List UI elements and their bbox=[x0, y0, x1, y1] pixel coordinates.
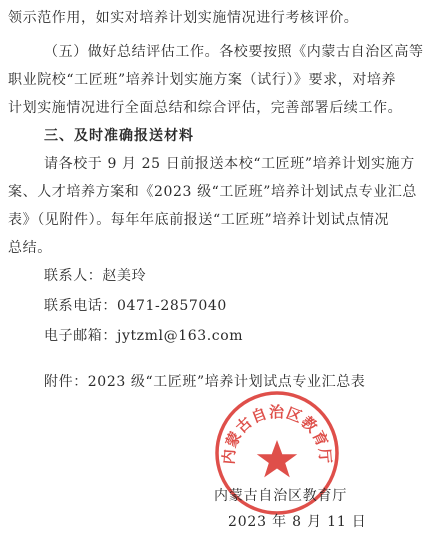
paragraph-line: 表》（见附件）。每年年底前报送“工匠班”培养计划试点情况 bbox=[8, 212, 390, 228]
paragraph-line: 职业院校“工匠班”培养计划实施方案（试行）》要求，对培养 bbox=[8, 72, 397, 88]
paragraph-line: 领示范作用，如实对培养计划实施情况进行考核评价。 bbox=[8, 10, 359, 26]
contact-person-label: 联系人： bbox=[44, 268, 103, 284]
svg-text:内蒙古自治区教育厅: 内蒙古自治区教育厅 bbox=[219, 403, 335, 465]
contact-phone-label: 联系电话： bbox=[44, 298, 117, 314]
contact-email-address[interactable]: jytzml@163.com bbox=[117, 328, 244, 344]
contact-person-name: 赵美玲 bbox=[102, 268, 147, 284]
paragraph-line: 计划实施情况进行全面总结和综合评估，完善部署后续工作。 bbox=[8, 100, 403, 116]
section-heading: 三、及时准确报送材料 bbox=[44, 128, 194, 144]
contact-person bbox=[44, 266, 146, 286]
contact-phone-number: 0471-2857040 bbox=[117, 298, 227, 314]
signature-date: 2023 年 8 月 11 日 bbox=[228, 514, 367, 530]
signature-org: 内蒙古自治区教育厅 bbox=[214, 488, 348, 504]
paragraph-line: （五）做好总结评估工作。各校要按照《内蒙古自治区高等 bbox=[44, 44, 424, 60]
contact-email-label: 电子邮箱： bbox=[44, 328, 117, 344]
paragraph-line: 请各校于 9 月 25 日前报送本校“工匠班”培养计划实施方 bbox=[44, 156, 415, 172]
paragraph-line: 案、人才培养方案和《2023 级“工匠班”培养计划试点专业汇总 bbox=[8, 184, 417, 200]
contact-email bbox=[44, 326, 243, 346]
paragraph-line: 总结。 bbox=[8, 240, 52, 256]
seal-star-icon bbox=[257, 440, 297, 477]
contact-phone bbox=[44, 296, 227, 316]
attachment-note: 附件：2023 级“工匠班”培养计划试点专业汇总表 bbox=[44, 374, 366, 390]
